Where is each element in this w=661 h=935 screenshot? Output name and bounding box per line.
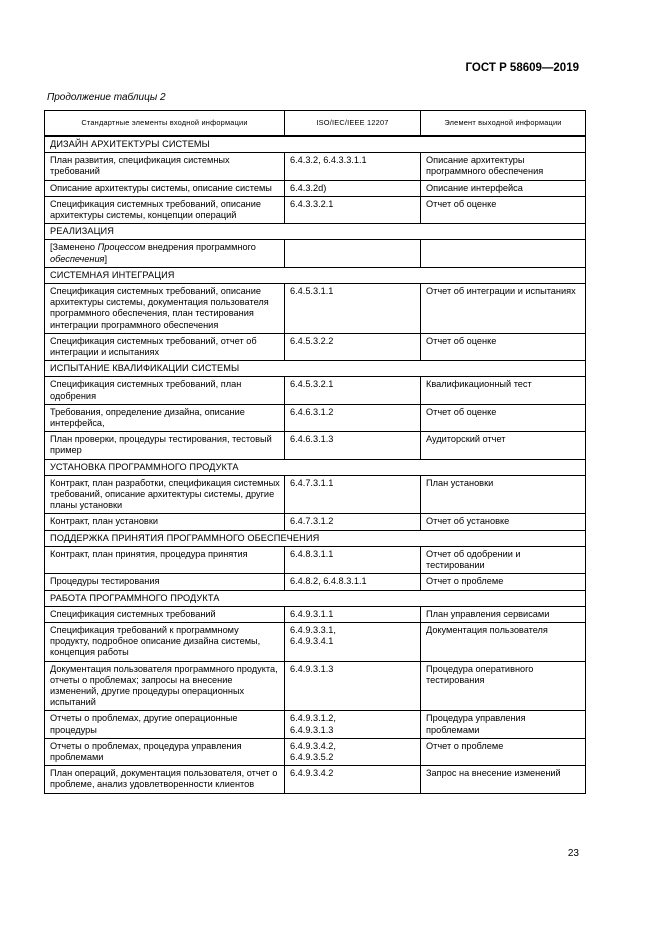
- output-cell: Отчет о проблеме: [421, 738, 586, 765]
- table-row: [45, 432, 586, 459]
- table-caption: Продолжение таблицы 2: [47, 92, 166, 103]
- standard-ref-cell: 6.4.9.3.1.2, 6.4.9.3.1.3: [285, 711, 421, 738]
- output-cell: Запрос на внесение изменений: [421, 766, 586, 793]
- replaced-note-suffix: ]: [104, 253, 108, 264]
- standard-ref-cell: 6.4.9.3.1.1: [285, 606, 421, 622]
- output-cell: Отчет об одобрении и тестировании: [421, 546, 586, 573]
- replaced-note-italic: обеспечения: [50, 253, 105, 264]
- output-cell: Описание интерфейса: [421, 180, 586, 196]
- input-cell: Контракт, план разработки, спецификация системных требований, описание архитектуры системы, другие планы установки: [45, 475, 285, 514]
- output-cell: Процедура оперативного тестирования: [421, 661, 586, 711]
- section-title: ПОДДЕРЖКА ПРИНЯТИЯ ПРОГРАММНОГО ОБЕСПЕЧЕНИЯ: [45, 530, 586, 546]
- standard-ref-cell: 6.4.9.3.1.3: [285, 661, 421, 711]
- input-cell: План проверки, процедуры тестирования, тестовый пример: [45, 432, 285, 459]
- input-output-table: [44, 110, 586, 794]
- input-cell: Спецификация системных требований, описание архитектуры системы, документация пользователя программного обеспечения, план тестирования интеграции программного обеспечения: [45, 284, 285, 334]
- standard-ref-cell: 6.4.8.3.1.1: [285, 546, 421, 573]
- output-cell: Отчет об оценке: [421, 196, 586, 223]
- input-cell: [45, 240, 285, 267]
- section-row: [45, 361, 586, 377]
- table-row: [45, 475, 586, 514]
- table-row: [45, 574, 586, 590]
- section-row: [45, 224, 586, 240]
- output-cell: Отчет об оценке: [421, 333, 586, 360]
- section-title: СИСТЕМНАЯ ИНТЕГРАЦИЯ: [45, 267, 586, 283]
- input-cell: Отчеты о проблемах, другие операционные процедуры: [45, 711, 285, 738]
- output-cell: План установки: [421, 475, 586, 514]
- input-cell: Процедуры тестирования: [45, 574, 285, 590]
- input-cell: Документация пользователя программного продукта, отчеты о проблемах; запросы на внесение изменений, другие процедуры операционных испытаний: [45, 661, 285, 711]
- table-row: [45, 738, 586, 765]
- output-cell: Отчет об интеграции и испытаниях: [421, 284, 586, 334]
- table-row: [45, 606, 586, 622]
- table-row: [45, 546, 586, 573]
- table-header-row: [45, 111, 586, 137]
- input-cell: Спецификация системных требований: [45, 606, 285, 622]
- input-cell: Описание архитектуры системы, описание системы: [45, 180, 285, 196]
- section-title: ИСПЫТАНИЕ КВАЛИФИКАЦИИ СИСТЕМЫ: [45, 361, 586, 377]
- output-cell: Отчет об установке: [421, 514, 586, 530]
- replaced-note-middle: внедрения программного: [145, 242, 256, 253]
- standard-ref-cell: 6.4.7.3.1.1: [285, 475, 421, 514]
- standard-ref-cell: 6.4.3.2d): [285, 180, 421, 196]
- input-cell: Контракт, план принятия, процедура принятия: [45, 546, 285, 573]
- input-cell: Спецификация системных требований, отчет об интеграции и испытаниях: [45, 333, 285, 360]
- input-cell: План операций, документация пользователя, отчет о проблеме, анализ удовлетворенности клиентов: [45, 766, 285, 793]
- output-cell: Аудиторский отчет: [421, 432, 586, 459]
- table-row: [45, 377, 586, 404]
- standard-ref-cell: 6.4.9.3.4.2, 6.4.9.3.5.2: [285, 738, 421, 765]
- column-header-standard: ISO/IEC/IEEE 12207: [285, 111, 421, 137]
- output-cell: Отчет об оценке: [421, 404, 586, 431]
- table-row: [45, 661, 586, 711]
- table-row: [45, 766, 586, 793]
- column-header-output: Элемент выходной информации: [421, 111, 586, 137]
- standard-ref-cell: 6.4.7.3.1.2: [285, 514, 421, 530]
- output-cell: Процедура управления проблемами: [421, 711, 586, 738]
- output-cell: Квалификационный тест: [421, 377, 586, 404]
- output-cell: Документация пользователя: [421, 622, 586, 661]
- table-row: [45, 153, 586, 180]
- section-row: [45, 459, 586, 475]
- section-title: РАБОТА ПРОГРАММНОГО ПРОДУКТА: [45, 590, 586, 606]
- output-cell: Описание архитектуры программного обеспечения: [421, 153, 586, 180]
- table-row: [45, 711, 586, 738]
- input-cell: Отчеты о проблемах, процедура управления проблемами: [45, 738, 285, 765]
- section-title: ДИЗАЙН АРХИТЕКТУРЫ СИСТЕМЫ: [45, 136, 586, 153]
- output-cell: Отчет о проблеме: [421, 574, 586, 590]
- input-cell: Спецификация системных требований, описание архитектуры системы, концепции операций: [45, 196, 285, 223]
- output-cell: [421, 240, 586, 267]
- table-row: [45, 514, 586, 530]
- standard-ref-cell: 6.4.5.3.2.1: [285, 377, 421, 404]
- standard-ref-cell: 6.4.8.2, 6.4.8.3.1.1: [285, 574, 421, 590]
- standard-ref-cell: 6.4.5.3.2.2: [285, 333, 421, 360]
- input-cell: План развития, спецификация системных требований: [45, 153, 285, 180]
- section-row: [45, 136, 586, 153]
- table-row: [45, 240, 586, 267]
- section-row: [45, 267, 586, 283]
- standard-ref-cell: 6.4.9.3.4.2: [285, 766, 421, 793]
- standard-ref-cell: 6.4.9.3.3.1, 6.4.9.3.4.1: [285, 622, 421, 661]
- column-header-input: Стандартные элементы входной информации: [45, 111, 285, 137]
- input-cell: Контракт, план установки: [45, 514, 285, 530]
- section-row: [45, 530, 586, 546]
- table-row: [45, 180, 586, 196]
- table-body: [45, 136, 586, 793]
- section-title: УСТАНОВКА ПРОГРАММНОГО ПРОДУКТА: [45, 459, 586, 475]
- output-cell: План управления сервисами: [421, 606, 586, 622]
- table-row: [45, 196, 586, 223]
- table-row: [45, 333, 586, 360]
- section-title: РЕАЛИЗАЦИЯ: [45, 224, 586, 240]
- input-cell: Требования, определение дизайна, описание интерфейса,: [45, 404, 285, 431]
- table-row: [45, 404, 586, 431]
- standard-ref-cell: 6.4.5.3.1.1: [285, 284, 421, 334]
- table-row: [45, 622, 586, 661]
- replaced-note-prefix: [Заменено: [50, 242, 98, 253]
- replaced-note-italic: Процессом: [97, 242, 146, 253]
- table-row: [45, 284, 586, 334]
- input-cell: Спецификация требований к программному продукту, подробное описание дизайна системы, концепция работы: [45, 622, 285, 661]
- standard-ref-cell: 6.4.6.3.1.3: [285, 432, 421, 459]
- document-code: ГОСТ Р 58609—2019: [465, 62, 579, 74]
- standard-ref-cell: 6.4.3.3.2.1: [285, 196, 421, 223]
- page-number: 23: [567, 848, 579, 859]
- section-row: [45, 590, 586, 606]
- input-cell: Спецификация системных требований, план одобрения: [45, 377, 285, 404]
- standard-ref-cell: 6.4.3.2, 6.4.3.3.1.1: [285, 153, 421, 180]
- standard-ref-cell: 6.4.6.3.1.2: [285, 404, 421, 431]
- standard-ref-cell: [285, 240, 421, 267]
